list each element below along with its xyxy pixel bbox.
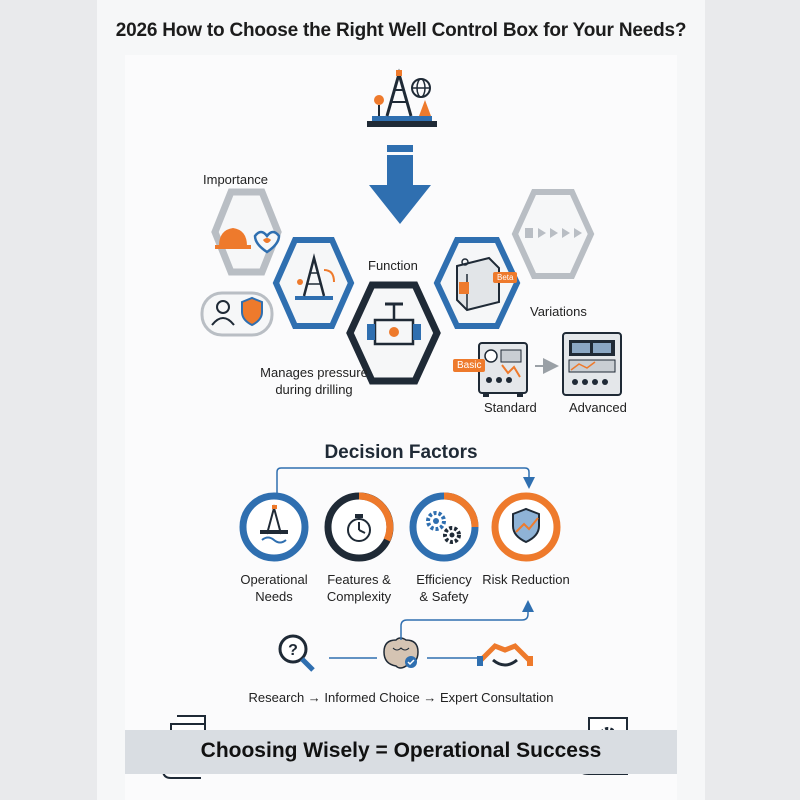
importance-label: Importance	[203, 172, 269, 187]
research-magnifier-icon	[280, 636, 313, 670]
factor-circle-features	[328, 496, 390, 558]
factors-connector-arrow	[277, 468, 529, 494]
factor-label-efficiency: Efficiency & Safety	[416, 572, 472, 604]
factor-label-operational: Operational Needs	[240, 572, 308, 604]
beta-tag: Beta	[493, 272, 517, 283]
basic-tag: Basic	[453, 359, 485, 372]
flow-caption: Research → Informed Choice → Expert Consultation	[248, 690, 554, 705]
handshake-icon	[477, 646, 533, 666]
factor-label-risk: Risk Reduction	[482, 572, 570, 587]
decision-factors-title: Decision Factors	[324, 442, 478, 463]
factor-circle-risk	[495, 496, 557, 558]
hex-variations-box	[437, 240, 517, 326]
brain-check-icon	[384, 638, 418, 668]
page-title: 2026 How to Choose the Right Well Control Box for Your Needs?	[115, 20, 687, 41]
hex-importance	[215, 192, 279, 272]
factor-circle-operational	[243, 496, 305, 558]
factor-circle-efficiency	[413, 496, 475, 558]
oil-rig-top-icon	[367, 70, 437, 127]
infographic-page	[97, 0, 705, 800]
choice-to-risk-arrow	[401, 603, 528, 640]
variations-label: Variations	[530, 304, 587, 319]
manages-pressure-label: Manages pressure during drilling	[260, 365, 368, 397]
hex-function-rig	[276, 240, 351, 326]
hex-forward-arrows	[515, 192, 591, 276]
svg-text:?: ?	[288, 642, 298, 659]
factor-label-features: Features & Complexity	[326, 572, 392, 604]
down-arrow-icon	[369, 145, 431, 224]
advanced-label: Advanced	[569, 400, 627, 415]
advanced-unit-icon	[563, 333, 621, 395]
standard-label: Standard	[484, 400, 537, 415]
footer-slogan: Choosing Wisely = Operational Success	[200, 739, 602, 762]
standard-unit-icon	[479, 343, 527, 397]
function-label: Function	[368, 258, 418, 273]
person-shield-icon	[202, 293, 272, 335]
